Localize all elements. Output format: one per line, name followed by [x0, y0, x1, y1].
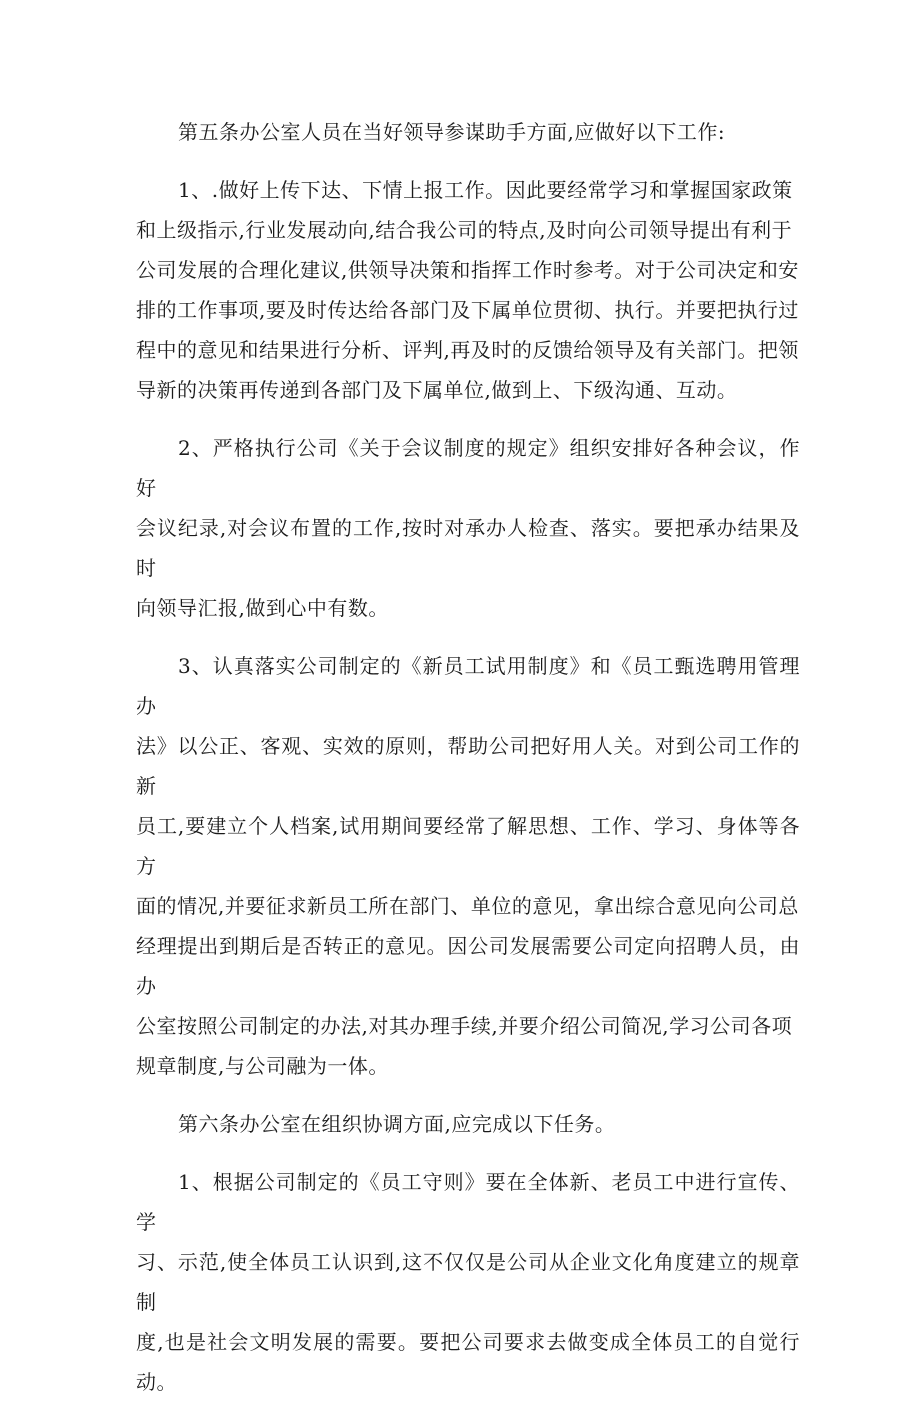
text-line: 和上级指示,行业发展动向,结合我公司的特点,及时向公司领导提出有利于 [136, 218, 793, 242]
text-line: 1、根据公司制定的《员工守则》要在全体新、老员工中进行宣传、学 [136, 1170, 800, 1234]
text-line: 向领导汇报,做到心中有数。 [136, 596, 389, 620]
article-6-heading [136, 1104, 800, 1144]
text-line: 第六条办公室在组织协调方面,应完成以下任务。 [178, 1112, 616, 1136]
text-line: 公室按照公司制定的办法,对其办理手续,并要介绍公司简况,学习公司各项 [136, 1014, 793, 1038]
text-line: 导新的决策再传递到各部门及下属单位,做到上、下级沟通、互动。 [136, 378, 738, 402]
text-line: 第五条办公室人员在当好领导参谋助手方面,应做好以下工作: [178, 120, 726, 144]
text-line: 法》以公正、客观、实效的原则，帮助公司把好用人关。对到公司工作的新 [136, 734, 800, 798]
text-line: 公司发展的合理化建议,供领导决策和指挥工作时参考。对于公司决定和安 [136, 258, 799, 282]
text-line: 2、严格执行公司《关于会议制度的规定》组织安排好各种会议，作好 [136, 436, 800, 500]
article-5-item-3 [136, 646, 800, 1086]
text-line: 会议纪录,对会议布置的工作,按时对承办人检查、落实。要把承办结果及时 [136, 516, 800, 580]
article-5-item-2 [136, 428, 800, 628]
article-6-item-1 [136, 1162, 800, 1402]
text-line: 程中的意见和结果进行分析、评判,再及时的反馈给领导及有关部门。把领 [136, 338, 799, 362]
text-line: 度,也是社会文明发展的需要。要把公司要求去做变成全体员工的自觉行动。 [136, 1330, 800, 1394]
text-line: 规章制度,与公司融为一体。 [136, 1054, 389, 1078]
text-line: 1、.做好上传下达、下情上报工作。因此要经常学习和掌握国家政策 [178, 178, 793, 202]
article-5-item-1 [136, 170, 800, 410]
text-line: 员工,要建立个人档案,试用期间要经常了解思想、工作、学习、身体等各方 [136, 814, 800, 878]
text-line: 习、示范,使全体员工认识到,这不仅仅是公司从企业文化角度建立的规章制 [136, 1250, 800, 1314]
text-line: 面的情况,并要征求新员工所在部门、单位的意见，拿出综合意见向公司总 [136, 894, 799, 918]
document-body [136, 112, 800, 1420]
text-line: 排的工作事项,要及时传达给各部门及下属单位贯彻、执行。并要把执行过 [136, 298, 799, 322]
text-line: 3、认真落实公司制定的《新员工试用制度》和《员工甄选聘用管理办 [136, 654, 800, 718]
text-line: 经理提出到期后是否转正的意见。因公司发展需要公司定向招聘人员，由办 [136, 934, 800, 998]
article-5-heading [136, 112, 800, 152]
